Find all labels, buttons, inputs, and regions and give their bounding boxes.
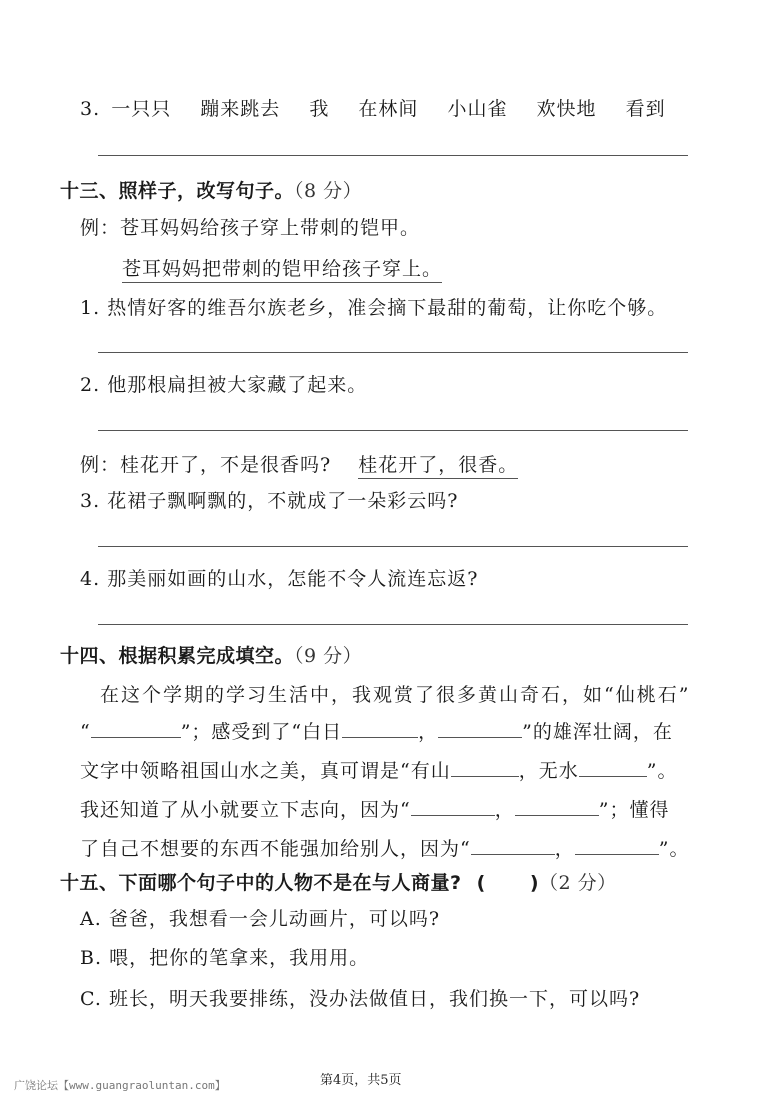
- fill-line-3: [80, 756, 677, 783]
- option-text: 爸爸，我想看一会儿动画片，可以吗?: [108, 908, 440, 930]
- blank-7[interactable]: [515, 797, 599, 816]
- blank-1[interactable]: [91, 719, 181, 738]
- blank-3[interactable]: [438, 719, 522, 738]
- option-label: C.: [80, 988, 102, 1010]
- example-1-answer: [122, 254, 442, 281]
- section-title: 十三、照样子，改写句子。: [60, 180, 295, 202]
- text: ，: [494, 799, 515, 821]
- text: ”。: [646, 760, 678, 782]
- option-a: [80, 904, 440, 931]
- item-text: 他那根扁担被大家藏了起来。: [107, 374, 368, 396]
- blank-8[interactable]: [471, 836, 555, 855]
- word: 看到: [625, 98, 666, 120]
- blank-6[interactable]: [411, 797, 495, 816]
- answer-line[interactable]: [98, 155, 688, 156]
- item-text: 热情好客的维吾尔族老乡，准会摘下最甜的葡萄，让你吃个够。: [107, 297, 668, 319]
- blank-2[interactable]: [342, 719, 418, 738]
- fill-line-4: [80, 795, 669, 822]
- item-number: 1.: [80, 297, 101, 319]
- option-c: [80, 984, 640, 1011]
- item-1: [80, 293, 667, 320]
- option-text: 喂，把你的笔拿来，我用用。: [109, 947, 370, 969]
- example-2-answer: 桂花开了，很香。: [358, 454, 518, 479]
- section-title: 十四、根据积累完成填空。: [60, 645, 295, 667]
- paren-close: ): [529, 872, 540, 894]
- word: 在林间: [358, 98, 419, 120]
- item-4: [80, 564, 478, 591]
- example-2-prompt: 例：桂花开了，不是很香吗?: [80, 454, 332, 476]
- fill-line-1: 在这个学期的学习生活中，我观赏了很多黄山奇石，如“仙桃石”: [100, 684, 691, 706]
- section-points: （9 分）: [294, 645, 363, 667]
- blank-9[interactable]: [575, 836, 659, 855]
- page-number: 第4页，共5页: [320, 1073, 402, 1088]
- answer-line[interactable]: [98, 624, 688, 625]
- text: 文字中领略祖国山水之美，真可谓是“有山: [80, 760, 451, 782]
- footer-watermark: 广饶论坛【www.guangraoluntan.com】: [14, 1079, 226, 1092]
- text: ”；懂得: [598, 799, 670, 821]
- text: ”。: [658, 838, 690, 860]
- fill-line-2: [80, 717, 673, 744]
- answer-line[interactable]: [98, 546, 688, 547]
- item-number: 3.: [80, 490, 101, 512]
- item-2: [80, 370, 367, 397]
- text: 我还知道了从小就要立下志向，因为“: [80, 799, 411, 821]
- answer-line[interactable]: [98, 430, 688, 431]
- section-title: 十五、下面哪个句子中的人物不是在与人商量?: [60, 872, 462, 894]
- word: 小山雀: [447, 98, 508, 120]
- section-13-heading: [60, 176, 362, 203]
- text: ，: [554, 838, 575, 860]
- item-number: 3.: [80, 98, 101, 120]
- option-b: [80, 943, 369, 970]
- item-number: 4.: [80, 568, 101, 590]
- text: ”；感受到了“白日: [180, 721, 343, 743]
- word: 蹦来跳去: [200, 98, 281, 120]
- example-1-prompt: 例：苍耳妈妈给孩子穿上带刺的铠甲。: [80, 217, 421, 239]
- quote: “: [80, 721, 91, 743]
- section-15-heading: [60, 868, 617, 895]
- section-points: （8 分）: [294, 180, 363, 202]
- text: 了自己不想要的东西不能强加给别人，因为“: [80, 838, 471, 860]
- blank-5[interactable]: [579, 758, 647, 777]
- paren-open: (: [476, 872, 486, 894]
- example-answer-underlined: 苍耳妈妈把带刺的铠甲给孩子穿上。: [122, 258, 442, 283]
- item-3: [80, 486, 458, 513]
- fill-line-5: [80, 834, 689, 861]
- word: 我: [309, 98, 330, 120]
- q12-item3: [80, 94, 666, 121]
- section-points: （2 分）: [539, 872, 617, 894]
- option-label: B.: [80, 947, 103, 969]
- text: ，无水: [518, 760, 579, 782]
- text: ，: [418, 721, 439, 743]
- item-text: 花裙子飘啊飘的，不就成了一朵彩云吗?: [107, 490, 459, 512]
- example-2: [80, 450, 518, 477]
- option-text: 班长，明天我要排练，没办法做值日，我们换一下，可以吗?: [108, 988, 641, 1010]
- blank-4[interactable]: [451, 758, 519, 777]
- answer-line[interactable]: [98, 352, 688, 353]
- item-number: 2.: [80, 374, 101, 396]
- item-text: 那美丽如画的山水，怎能不令人流连忘返?: [107, 568, 479, 590]
- word: 欢快地: [536, 98, 597, 120]
- word: 一只只: [111, 98, 172, 120]
- option-label: A.: [80, 908, 102, 930]
- section-14-heading: [60, 641, 362, 668]
- text: ”的雄浑壮阔，在: [522, 721, 673, 743]
